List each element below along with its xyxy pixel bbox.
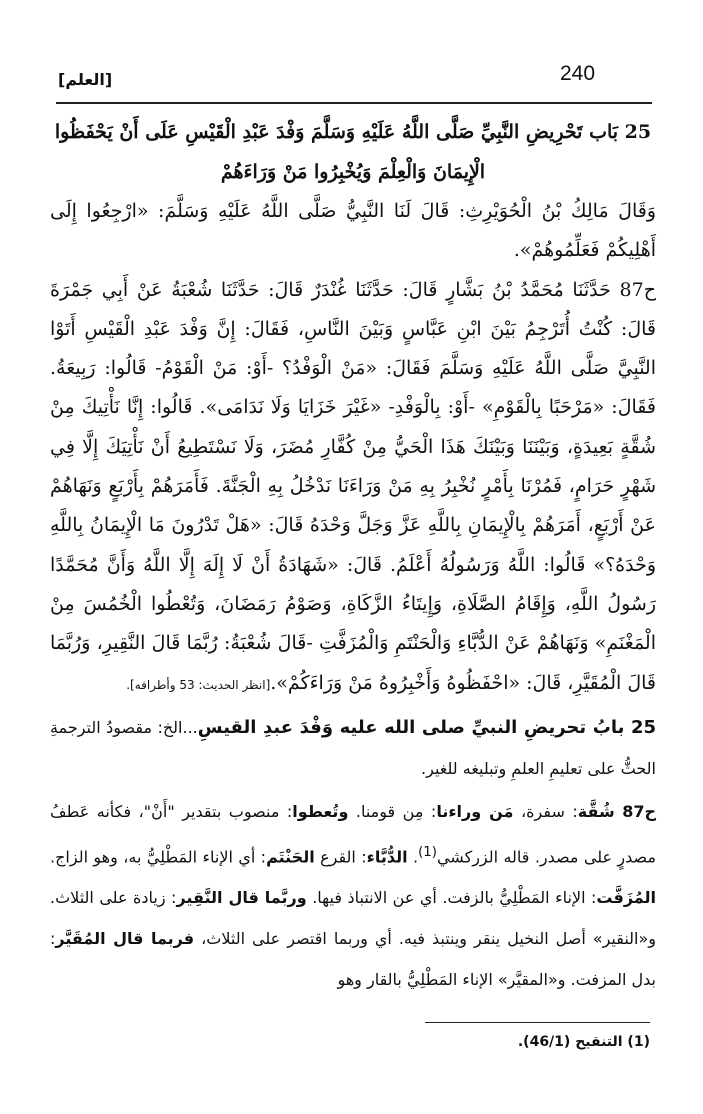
gloss-naqir: : زيادة على الثلاث. و«النقير» أصل النخيل ينقر وينتبذ فيه. أي وربما اقتصر على الثلاث، (50, 888, 656, 949)
gloss-shuqqa: : سفرة، (513, 801, 578, 821)
hadith-reference: [انظر الحديث: 53 وأطرافه]. (126, 677, 271, 692)
hadith-number: ح87 (622, 801, 657, 821)
gloss-dubba: : القرع (314, 847, 367, 867)
sharh-chapter-heading: 25 بابُ تحريضِ النبيِّ صلى الله عليه وَفْدَ عبدِ القيسِ (197, 716, 656, 738)
sharh-commentary (50, 791, 656, 1000)
term-shuqqa: شُقَّة (577, 801, 615, 821)
section-label: [العلم] (58, 70, 113, 89)
gloss-tutu: : منصوب بتقدير "أَنْ"، فكأنه عَطفُ مصدرٍ على مصدر. قاله الزركشي (50, 801, 656, 867)
header-divider (56, 102, 652, 104)
gloss-hantam: : أي الإناء المَطْلِيُّ به، وهو الزاج. (50, 847, 267, 867)
page-number: 240 (560, 62, 596, 85)
gloss-muzaffat: : الإناء المَطْلِيُّ بالزفت. أي عن الانتباذ فيها. (306, 888, 597, 908)
gloss-man-waraana: : مِن قومنا. (348, 801, 437, 821)
page-header (0, 58, 703, 98)
chapter-title: 25 بَاب تَحْرِيضِ النَّبِيِّ صَلَّى اللَّهُ عَلَيْهِ وَسَلَّمَ وَفْدَ عَبْدِ الْقَيْسِ عَلَى أَنْ يَحْفَظُوا الْإِيمَانَ وَالْعِلْمَ وَيُخْبِرُوا مَنْ وَرَاءَهُمْ (54, 121, 652, 183)
term-man-waraana: مَن وراءنا (436, 801, 514, 821)
footnote-divider (425, 1022, 650, 1023)
term-muzaffat: المُزَفَّت (596, 888, 657, 908)
footnote: (1) التنقيح (46/1). (517, 1034, 650, 1050)
gloss-muqayyar: : بدل المزفت. و«المقيَّر» الإناء المَطْلِيُّ بالقار وهو (50, 929, 656, 990)
sharh-chapter-note (50, 707, 656, 789)
term-hantam: الحَنْتَم (266, 847, 315, 867)
sharh-chapter-text: ...الخ: مقصودُ الترجمةِ الحثُّ على تعليمِ العلمِ وتبليغه للغير. (50, 717, 656, 778)
term-muqayyar: فربما قال المُقَيَّر (55, 929, 195, 949)
term-naqir: وربَّما قال النَّقِير (176, 888, 307, 908)
gloss-separator: . (407, 847, 419, 867)
matn-intro: وَقَالَ مَالِكُ بْنُ الْحُوَيْرِثِ: قَالَ لَنَا النَّبِيُّ صَلَّى اللَّهُ عَلَيْهِ وَسَلَّمَ: «ارْجِعُوا إِلَى أَهْلِيكُمْ فَعَلِّمُوهُمْ». (50, 200, 656, 262)
footnote-marker[interactable]: (1) (418, 844, 437, 860)
hadith-text (50, 271, 656, 705)
term-tutu: وتُعطوا (292, 801, 349, 821)
hadith-body: ح87 حَدَّثَنَا مُحَمَّدُ بْنُ بَشَّارٍ قَالَ: حَدَّثَنَا غُنْدَرٌ قَالَ: حَدَّثَنَا شُعْبَةُ عَنْ أَبِي جَمْرَةَ قَالَ: كُنْتُ أُتَرْجِمُ بَيْنَ ابْنِ عَبَّاسٍ وَبَيْنَ النَّاسِ، فَقَالَ: إِنَّ وَفْدَ عَبْدِ الْقَيْسِ أَتَوْا النَّبِيَّ صَلَّى اللَّهُ عَلَيْهِ وَسَلَّمَ فَقَالَ: «مَنْ الْوَفْدُ؟ -أَوْ: مَنْ الْقَوْمُ- قَالُوا: رَبِيعَةُ. فَقَالَ: «مَرْحَبًا بِالْقَوْمِ» -أَوْ: بِالْوَفْدِ- «غَيْرَ خَزَايَا وَلَا نَدَامَى». قَالُوا: إِنَّا نَأْتِيكَ مِنْ شُقَّةٍ بَعِيدَةٍ، وَبَيْنَنَا وَبَيْنَكَ هَذَا الْحَيُّ مِنْ كُفَّارِ مُضَرَ، وَلَا نَسْتَطِيعُ أَنْ نَأْتِيَكَ إِلَّا فِي شَهْرٍ حَرَامٍ، فَمُرْنَا بِأَمْرٍ نُخْبِرُ بِهِ مَنْ وَرَاءَنَا نَدْخُلُ بِهِ الْجَنَّةَ. فَأَمَرَهُمْ بِأَرْبَعٍ وَنَهَاهُمْ عَنْ أَرْبَعٍ، أَمَرَهُمْ بِالْإِيمَانِ بِاللَّهِ عَزَّ وَجَلَّ وَحْدَهُ قَالَ: «هَلْ تَدْرُونَ مَا الْإِيمَانُ بِاللَّهِ وَحْدَهُ؟» قَالُوا: اللَّهُ وَرَسُولُهُ أَعْلَمُ. قَالَ: «شَهَادَةُ أَنْ لَا إِلَهَ إِلَّا اللَّهُ وَأَنَّ مُحَمَّدًا رَسُولُ اللَّهِ، وَإِقَامُ الصَّلَاةِ، وَإِيتَاءُ الزَّكَاةِ، وَصَوْمُ رَمَضَانَ، وَتُعْطُوا الْخُمُسَ مِنْ الْمَغْنَمِ» وَنَهَاهُمْ عَنْ الدُّبَّاءِ وَالْحَنْتَمِ وَالْمُزَفَّتِ -قَالَ شُعْبَةُ: رُبَّمَا قَالَ النَّقِيرِ، وَرُبَّمَا قَالَ الْمُقَيَّرِ، قَالَ: «احْفَظُوهُ وَأَخْبِرُوهُ مَنْ وَرَاءَكُمْ». (50, 278, 656, 694)
page-body (50, 112, 656, 1000)
term-dubba: الدُّبَّاء (366, 847, 408, 867)
